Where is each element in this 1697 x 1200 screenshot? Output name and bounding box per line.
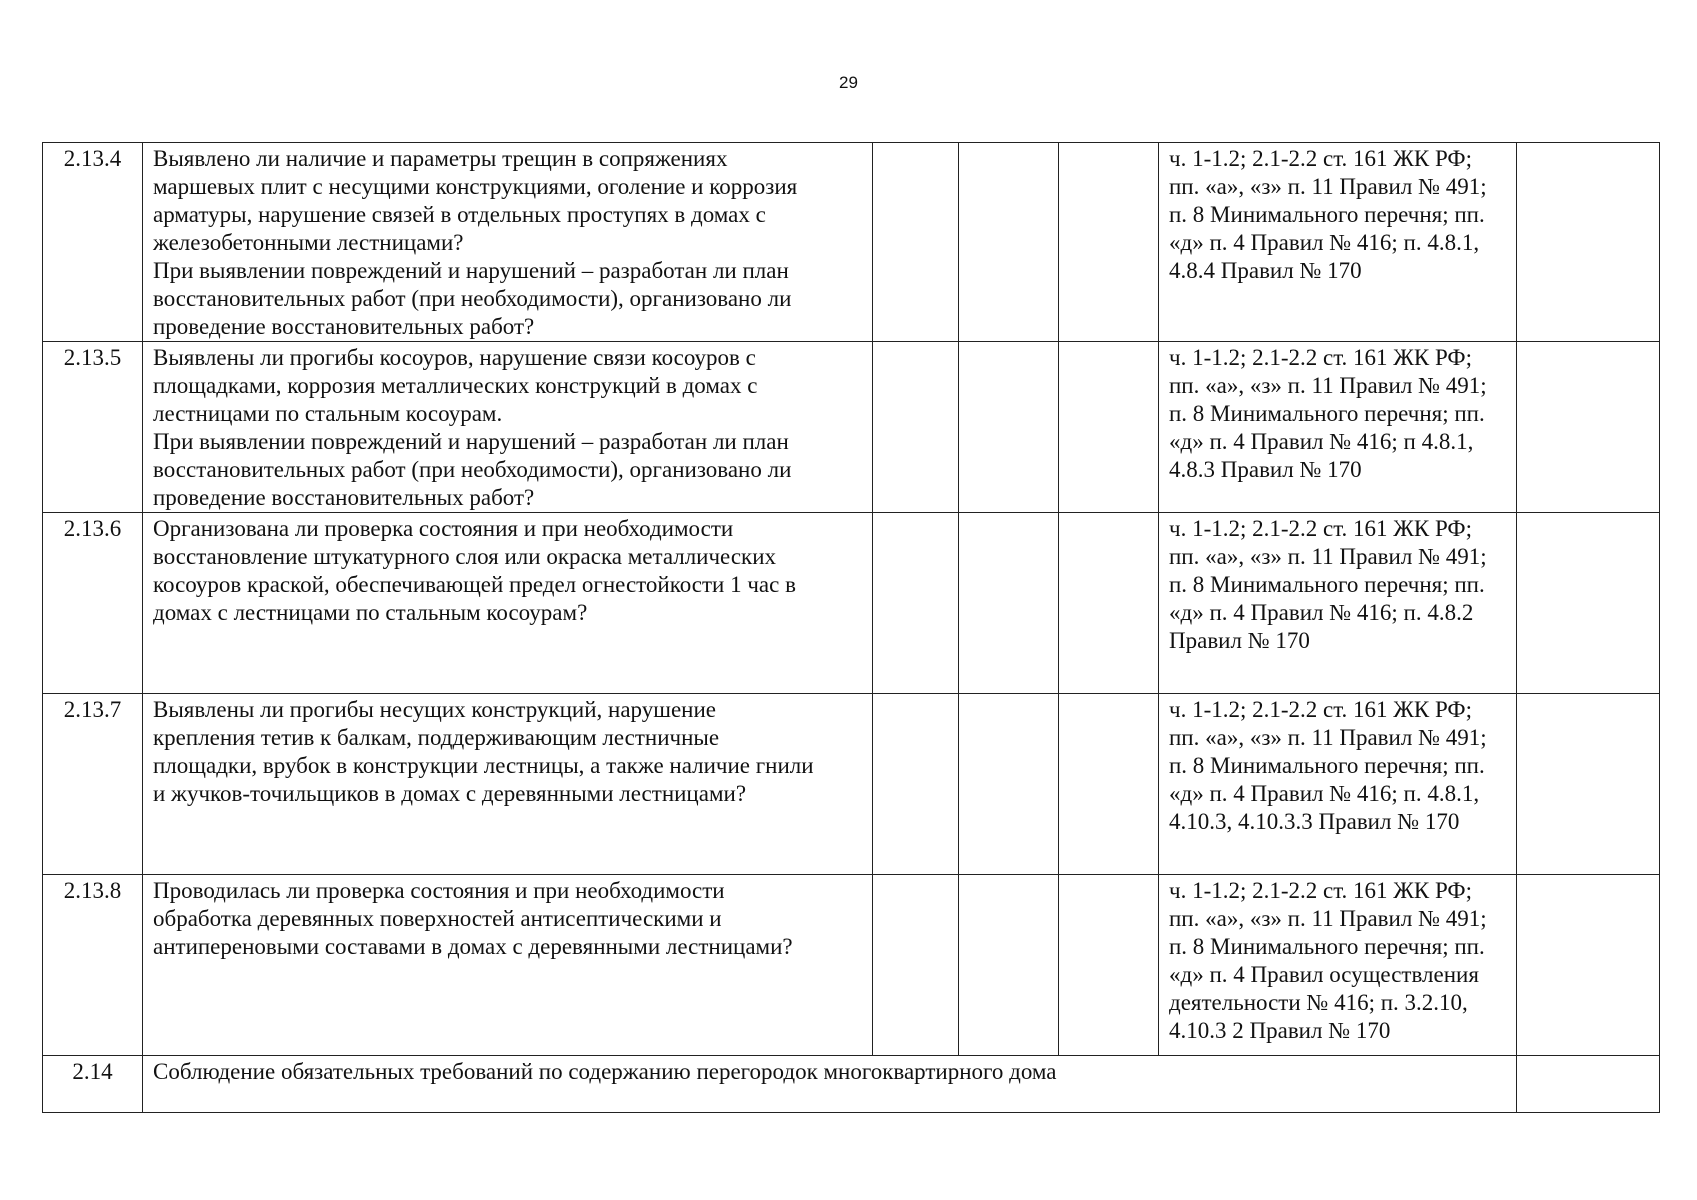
question-cell: Выявлены ли прогибы несущих конструкций, нарушение крепления тетив к балкам, поддерживающим лестничные площадки, врубок в конструкции лестницы, а также наличие гнили и жучков-точильщиков в домах с деревянными лестницами? xyxy=(143,694,873,875)
section-row xyxy=(43,1056,1660,1113)
section-number: 2.14 xyxy=(43,1056,143,1113)
section-title: Соблюдение обязательных требований по содержанию перегородок многоквартирного дома xyxy=(143,1056,1517,1113)
table-row xyxy=(43,342,1660,513)
answer-yes-cell xyxy=(873,875,959,1056)
table-row xyxy=(43,694,1660,875)
answer-yes-cell xyxy=(873,513,959,694)
note-cell xyxy=(1517,875,1660,1056)
note-cell xyxy=(1517,513,1660,694)
question-cell: Выявлено ли наличие и параметры трещин в сопряжениях маршевых плит с несущими конструкциями, оголение и коррозия арматуры, нарушение связей в отдельных проступях в домах с железобетонными лестницами? При выявлении повреждений и нарушений – разработан ли план восстановительных работ (при необходимости), организовано ли проведение восстановительных работ? xyxy=(143,143,873,342)
answer-yes-cell xyxy=(873,143,959,342)
answer-na-cell xyxy=(1059,875,1159,1056)
note-cell xyxy=(1517,143,1660,342)
question-cell: Организована ли проверка состояния и при необходимости восстановление штукатурного слоя или окраска металлических косоуров краской, обеспечивающей предел огнестойкости 1 час в домах с лестницами по стальным косоурам? xyxy=(143,513,873,694)
answer-yes-cell xyxy=(873,342,959,513)
answer-no-cell xyxy=(959,694,1059,875)
legal-reference-cell: ч. 1-1.2; 2.1-2.2 ст. 161 ЖК РФ; пп. «а», «з» п. 11 Правил № 491; п. 8 Минимального перечня; пп. «д» п. 4 Правил № 416; п 4.8.1, 4.8.3 Правил № 170 xyxy=(1159,342,1517,513)
item-number: 2.13.7 xyxy=(43,694,143,875)
table-row xyxy=(43,143,1660,342)
note-cell xyxy=(1517,1056,1660,1113)
note-cell xyxy=(1517,342,1660,513)
legal-reference-cell: ч. 1-1.2; 2.1-2.2 ст. 161 ЖК РФ; пп. «а», «з» п. 11 Правил № 491; п. 8 Минимального перечня; пп. «д» п. 4 Правил № 416; п. 4.8.1, 4.8.4 Правил № 170 xyxy=(1159,143,1517,342)
item-number: 2.13.8 xyxy=(43,875,143,1056)
item-number: 2.13.4 xyxy=(43,143,143,342)
answer-no-cell xyxy=(959,143,1059,342)
legal-reference-cell: ч. 1-1.2; 2.1-2.2 ст. 161 ЖК РФ; пп. «а», «з» п. 11 Правил № 491; п. 8 Минимального перечня; пп. «д» п. 4 Правил № 416; п. 4.8.1, 4.10.3, 4.10.3.3 Правил № 170 xyxy=(1159,694,1517,875)
note-cell xyxy=(1517,694,1660,875)
question-cell: Выявлены ли прогибы косоуров, нарушение связи косоуров с площадками, коррозия металлических конструкций в домах с лестницами по стальным косоурам. При выявлении повреждений и нарушений – разработан ли план восстановительных работ (при необходимости), организовано ли проведение восстановительных работ? xyxy=(143,342,873,513)
item-number: 2.13.5 xyxy=(43,342,143,513)
answer-no-cell xyxy=(959,342,1059,513)
item-number: 2.13.6 xyxy=(43,513,143,694)
legal-reference-cell: ч. 1-1.2; 2.1-2.2 ст. 161 ЖК РФ; пп. «а», «з» п. 11 Правил № 491; п. 8 Минимального перечня; пп. «д» п. 4 Правил № 416; п. 4.8.2 Правил № 170 xyxy=(1159,513,1517,694)
answer-no-cell xyxy=(959,513,1059,694)
page-number: 29 xyxy=(839,73,858,92)
answer-na-cell xyxy=(1059,342,1159,513)
table-row xyxy=(43,875,1660,1056)
answer-yes-cell xyxy=(873,694,959,875)
answer-na-cell xyxy=(1059,513,1159,694)
answer-no-cell xyxy=(959,875,1059,1056)
question-cell: Проводилась ли проверка состояния и при необходимости обработка деревянных поверхностей антисептическими и антипереновыми составами в домах с деревянными лестницами? xyxy=(143,875,873,1056)
checklist-table xyxy=(42,142,1660,1113)
legal-reference-cell: ч. 1-1.2; 2.1-2.2 ст. 161 ЖК РФ; пп. «а», «з» п. 11 Правил № 491; п. 8 Минимального перечня; пп. «д» п. 4 Правил осуществления деятельности № 416; п. 3.2.10, 4.10.3 2 Правил № 170 xyxy=(1159,875,1517,1056)
table-row xyxy=(43,513,1660,694)
answer-na-cell xyxy=(1059,143,1159,342)
answer-na-cell xyxy=(1059,694,1159,875)
